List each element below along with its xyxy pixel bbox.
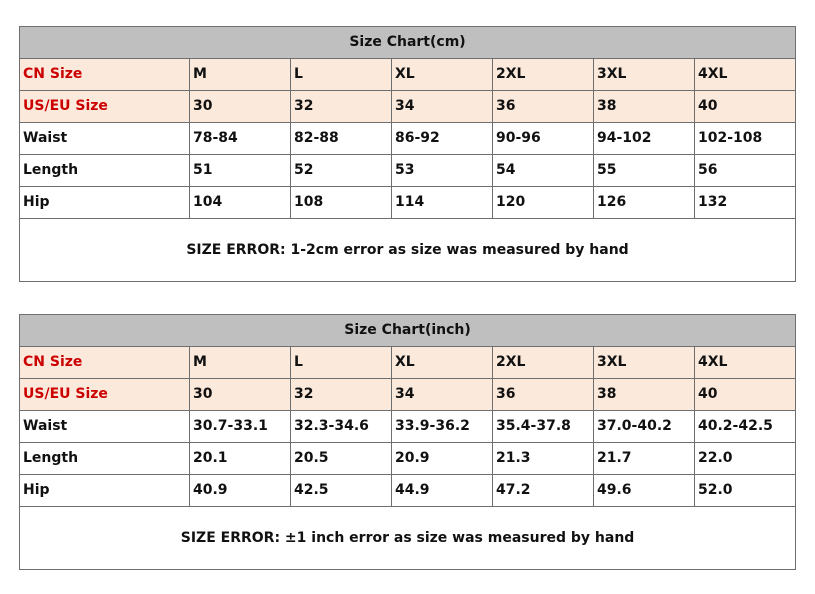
size-error-note: SIZE ERROR: 1-2cm error as size was measured by hand — [20, 219, 796, 282]
cell: 52 — [291, 155, 392, 187]
cell: 2XL — [493, 59, 594, 91]
note-row — [20, 219, 796, 282]
cell: 32 — [291, 379, 392, 411]
cell: 4XL — [695, 347, 796, 379]
table-row-length — [20, 443, 796, 475]
cell: 21.3 — [493, 443, 594, 475]
cell: 20.9 — [392, 443, 493, 475]
chart-title-row — [20, 27, 796, 59]
row-label: Length — [20, 155, 190, 187]
cell: 82-88 — [291, 123, 392, 155]
table-row-us-eu-size — [20, 91, 796, 123]
table-row-length — [20, 155, 796, 187]
cell: 36 — [493, 91, 594, 123]
cell: 21.7 — [594, 443, 695, 475]
cell: 40.9 — [190, 475, 291, 507]
cell: 36 — [493, 379, 594, 411]
cell: 52.0 — [695, 475, 796, 507]
cell: 40 — [695, 379, 796, 411]
row-label: Waist — [20, 411, 190, 443]
cell: 38 — [594, 91, 695, 123]
cell: 4XL — [695, 59, 796, 91]
chart-title: Size Chart(inch) — [20, 315, 796, 347]
table-row-waist — [20, 411, 796, 443]
cell: 20.5 — [291, 443, 392, 475]
cell: 104 — [190, 187, 291, 219]
cell: 51 — [190, 155, 291, 187]
cell: 53 — [392, 155, 493, 187]
row-label: US/EU Size — [20, 91, 190, 123]
cell: M — [190, 347, 291, 379]
cell: 32 — [291, 91, 392, 123]
cell: 40.2-42.5 — [695, 411, 796, 443]
size-error-note: SIZE ERROR: ±1 inch error as size was measured by hand — [20, 507, 796, 570]
cell: 32.3-34.6 — [291, 411, 392, 443]
cell: 86-92 — [392, 123, 493, 155]
row-label: CN Size — [20, 59, 190, 91]
row-label: Hip — [20, 187, 190, 219]
cell: 42.5 — [291, 475, 392, 507]
cell: 2XL — [493, 347, 594, 379]
table-row-cn-size — [20, 59, 796, 91]
cell: 94-102 — [594, 123, 695, 155]
cell: XL — [392, 59, 493, 91]
cell: 132 — [695, 187, 796, 219]
cell: 40 — [695, 91, 796, 123]
cell: 102-108 — [695, 123, 796, 155]
cell: 30 — [190, 379, 291, 411]
cell: 126 — [594, 187, 695, 219]
cell: 30.7-33.1 — [190, 411, 291, 443]
table-row-hip — [20, 475, 796, 507]
cell: 47.2 — [493, 475, 594, 507]
table-row-cn-size — [20, 347, 796, 379]
table-row-hip — [20, 187, 796, 219]
cell: 54 — [493, 155, 594, 187]
cell: M — [190, 59, 291, 91]
cell: 38 — [594, 379, 695, 411]
row-label: Waist — [20, 123, 190, 155]
cell: 3XL — [594, 59, 695, 91]
row-label: CN Size — [20, 347, 190, 379]
cell: 90-96 — [493, 123, 594, 155]
size-chart-cm — [19, 26, 796, 282]
table-row-us-eu-size — [20, 379, 796, 411]
cell: 108 — [291, 187, 392, 219]
chart-title-row — [20, 315, 796, 347]
chart-title: Size Chart(cm) — [20, 27, 796, 59]
cell: 120 — [493, 187, 594, 219]
cell: L — [291, 59, 392, 91]
cell: 56 — [695, 155, 796, 187]
cell: 20.1 — [190, 443, 291, 475]
cell: 33.9-36.2 — [392, 411, 493, 443]
cell: 78-84 — [190, 123, 291, 155]
cell: 37.0-40.2 — [594, 411, 695, 443]
cell: 49.6 — [594, 475, 695, 507]
row-label: Hip — [20, 475, 190, 507]
note-row — [20, 507, 796, 570]
cell: L — [291, 347, 392, 379]
size-chart-inch — [19, 314, 796, 570]
cell: 44.9 — [392, 475, 493, 507]
row-label: US/EU Size — [20, 379, 190, 411]
cell: 34 — [392, 379, 493, 411]
cell: XL — [392, 347, 493, 379]
cell: 35.4-37.8 — [493, 411, 594, 443]
cell: 114 — [392, 187, 493, 219]
cell: 34 — [392, 91, 493, 123]
cell: 22.0 — [695, 443, 796, 475]
cell: 3XL — [594, 347, 695, 379]
cell: 30 — [190, 91, 291, 123]
cell: 55 — [594, 155, 695, 187]
row-label: Length — [20, 443, 190, 475]
table-row-waist — [20, 123, 796, 155]
